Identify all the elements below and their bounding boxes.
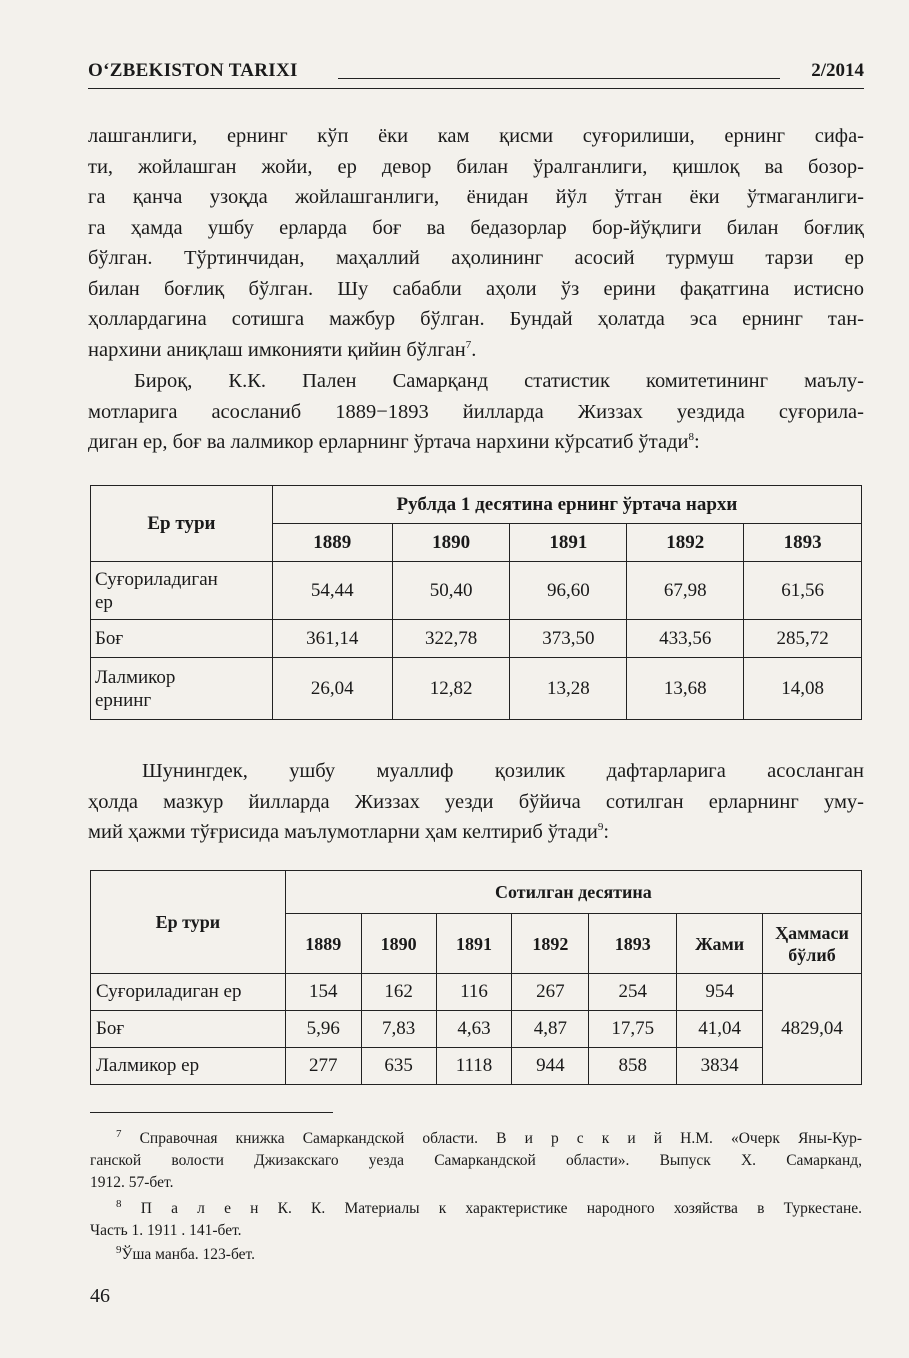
table-cell: 267 xyxy=(512,974,589,1011)
table-cell: 54,44 xyxy=(272,562,392,620)
footnote-separator xyxy=(90,1112,333,1113)
footnote-ref: 7 xyxy=(465,338,472,351)
text-line: Бироқ, К.К. Пален Самарқанд статистик комитетининг маълу- xyxy=(134,370,864,392)
table-cell: 433,56 xyxy=(627,620,744,658)
table-cell: 322,78 xyxy=(392,620,510,658)
footnote-9 xyxy=(90,1244,862,1266)
table-cell: 4,87 xyxy=(512,1011,589,1048)
table-cell: 858 xyxy=(589,1048,677,1085)
text-line: бўлган. Тўртинчидан, маҳаллий аҳолининг асосий турмуш тарзи ер xyxy=(88,247,864,269)
footnote-ref: 9 xyxy=(597,821,604,834)
text-line: Шунингдек, ушбу муаллиф қозилик дафтарларига асосланган xyxy=(142,760,864,782)
text-line: диган ер, боғ ва лалмикор ерларнинг ўртача нархини кўрсатиб ўтади$^8$: xyxy=(88,431,700,453)
text-line: мотларига асосланиб 1889−1893 йилларда Жиззах уездида суғорила- xyxy=(88,400,864,423)
table-cell: 277 xyxy=(285,1048,361,1085)
paragraph-3 xyxy=(88,756,864,848)
text-line: $^9$Ўша манба. 123-бет. xyxy=(116,1243,256,1263)
table-cell: 944 xyxy=(512,1048,589,1085)
row-header: Ер тури xyxy=(91,486,273,562)
year-header: 1893 xyxy=(589,914,677,974)
table-cell: 17,75 xyxy=(589,1011,677,1048)
year-header: 1893 xyxy=(744,524,862,562)
year-header: 1892 xyxy=(512,914,589,974)
year-header: 1891 xyxy=(510,524,627,562)
footnote-number: 8 xyxy=(116,1197,122,1210)
table-cell: 61,56 xyxy=(744,562,862,620)
year-header: 1891 xyxy=(436,914,512,974)
header-rule xyxy=(338,78,780,79)
table-cell: 154 xyxy=(285,974,361,1011)
table-cell: 162 xyxy=(361,974,436,1011)
sum-cell: 3834 xyxy=(677,1048,763,1085)
footnote-number: 9 xyxy=(116,1243,122,1256)
table-row xyxy=(91,658,862,720)
row-label: Боғ xyxy=(91,1011,286,1048)
group-header: Сотилган десятина xyxy=(285,871,861,914)
table-row xyxy=(91,620,862,658)
row-label: Суғориладиган ер xyxy=(91,562,273,620)
sum-cell: 954 xyxy=(677,974,763,1011)
table-cell: 13,68 xyxy=(627,658,744,720)
year-header: 1889 xyxy=(272,524,392,562)
table-row xyxy=(91,1011,862,1048)
footnote-number: 7 xyxy=(116,1127,122,1140)
row-label: Лалмикор ернинг xyxy=(91,658,273,720)
table-row xyxy=(91,974,862,1011)
footnote-7 xyxy=(90,1128,862,1194)
paragraph-2 xyxy=(88,366,864,458)
year-header: 1890 xyxy=(392,524,510,562)
table-cell: 96,60 xyxy=(510,562,627,620)
table-cell: 254 xyxy=(589,974,677,1011)
sales-table xyxy=(90,870,862,1085)
text-line: нархини аниқлаш имконияти қийин бўлган$^7$. xyxy=(88,338,477,361)
text-line: билан боғлиқ бўлган. Шу сабабли аҳоли ўз ерини фақатгина истисно xyxy=(88,277,864,300)
row-header: Ер тури xyxy=(91,871,286,974)
text-line: Часть 1. 1911 . 141-бет. xyxy=(90,1222,242,1239)
text-line: ҳолда мазкур йилларда Жиззах уезди бўйича сотилган ерларнинг уму- xyxy=(88,790,864,813)
year-header: 1890 xyxy=(361,914,436,974)
text-line: мий ҳажми тўғрисида маълумотларни ҳам келтириб ўтади$^9$: xyxy=(88,821,610,843)
footnote-8 xyxy=(90,1198,862,1242)
table-cell: 373,50 xyxy=(510,620,627,658)
table-cell: 361,14 xyxy=(272,620,392,658)
row-label: Суғориладиган ер xyxy=(91,974,286,1011)
sum-header: Жами xyxy=(677,914,763,974)
header-underline xyxy=(88,88,864,89)
table-cell: 1118 xyxy=(436,1048,512,1085)
text-line: га қанча узоқда жойлашганлиги, ёнидан йўл ўтган ёки ўтмаганлиги- xyxy=(88,186,864,208)
text-line: ҳоллардагина сотишга мажбур бўлган. Бундай ҳолатда эса ернинг тан- xyxy=(88,308,864,330)
text-line: ганской волости Джизакскаго уезда Самаркандской области». Выпуск Х. Самарканд, xyxy=(90,1152,862,1169)
table-cell: 7,83 xyxy=(361,1011,436,1048)
table-cell: 635 xyxy=(361,1048,436,1085)
table-cell: 67,98 xyxy=(627,562,744,620)
table-cell: 12,82 xyxy=(392,658,510,720)
group-header: Рублда 1 десятина ернинг ўртача нархи xyxy=(272,486,861,524)
sum-cell: 41,04 xyxy=(677,1011,763,1048)
table-cell: 5,96 xyxy=(285,1011,361,1048)
text-line: лашганлиги, ернинг кўп ёки кам қисми суғорилиши, ернинг сифа- xyxy=(88,125,864,147)
total-cell: 4829,04 xyxy=(763,974,862,1085)
table-cell: 116 xyxy=(436,974,512,1011)
year-header: 1892 xyxy=(627,524,744,562)
text-line: $^7$ Справочная книжка Самаркандской области. В и р с к и й Н.М. «Очерк Яны-Кур- xyxy=(116,1127,862,1147)
page-number: 46 xyxy=(90,1285,110,1307)
row-label: Лалмикор ер xyxy=(91,1048,286,1085)
journal-title: O‘ZBEKISTON TARIXI xyxy=(88,60,298,81)
table-cell: 50,40 xyxy=(392,562,510,620)
text-line: 1912. 57-бет. xyxy=(90,1174,174,1191)
price-table xyxy=(90,485,862,720)
year-header: 1889 xyxy=(285,914,361,974)
table-row xyxy=(91,1048,862,1085)
paragraph-1 xyxy=(88,121,864,365)
footnote-ref: 8 xyxy=(688,431,694,444)
issue-number: 2/2014 xyxy=(811,60,864,81)
row-label: Боғ xyxy=(91,620,273,658)
table-cell: 26,04 xyxy=(272,658,392,720)
table-cell: 13,28 xyxy=(510,658,627,720)
total-header: Ҳаммаси бўлиб xyxy=(763,914,862,974)
text-line: $^8$ П а л е н К. К. Материалы к характеристике народного хозяйства в Туркестане. xyxy=(116,1197,863,1217)
table-cell: 4,63 xyxy=(436,1011,512,1048)
text-line: га ҳамда ушбу ерларда боғ ва бедазорлар бор-йўқлиги билан боғлиқ xyxy=(88,216,864,239)
text-line: ти, жойлашган жойи, ер девор билан ўралганлиги, қишлоқ ва бозор- xyxy=(88,155,864,178)
table-cell: 14,08 xyxy=(744,658,862,720)
table-cell: 285,72 xyxy=(744,620,862,658)
table-row xyxy=(91,562,862,620)
running-header xyxy=(88,60,864,90)
